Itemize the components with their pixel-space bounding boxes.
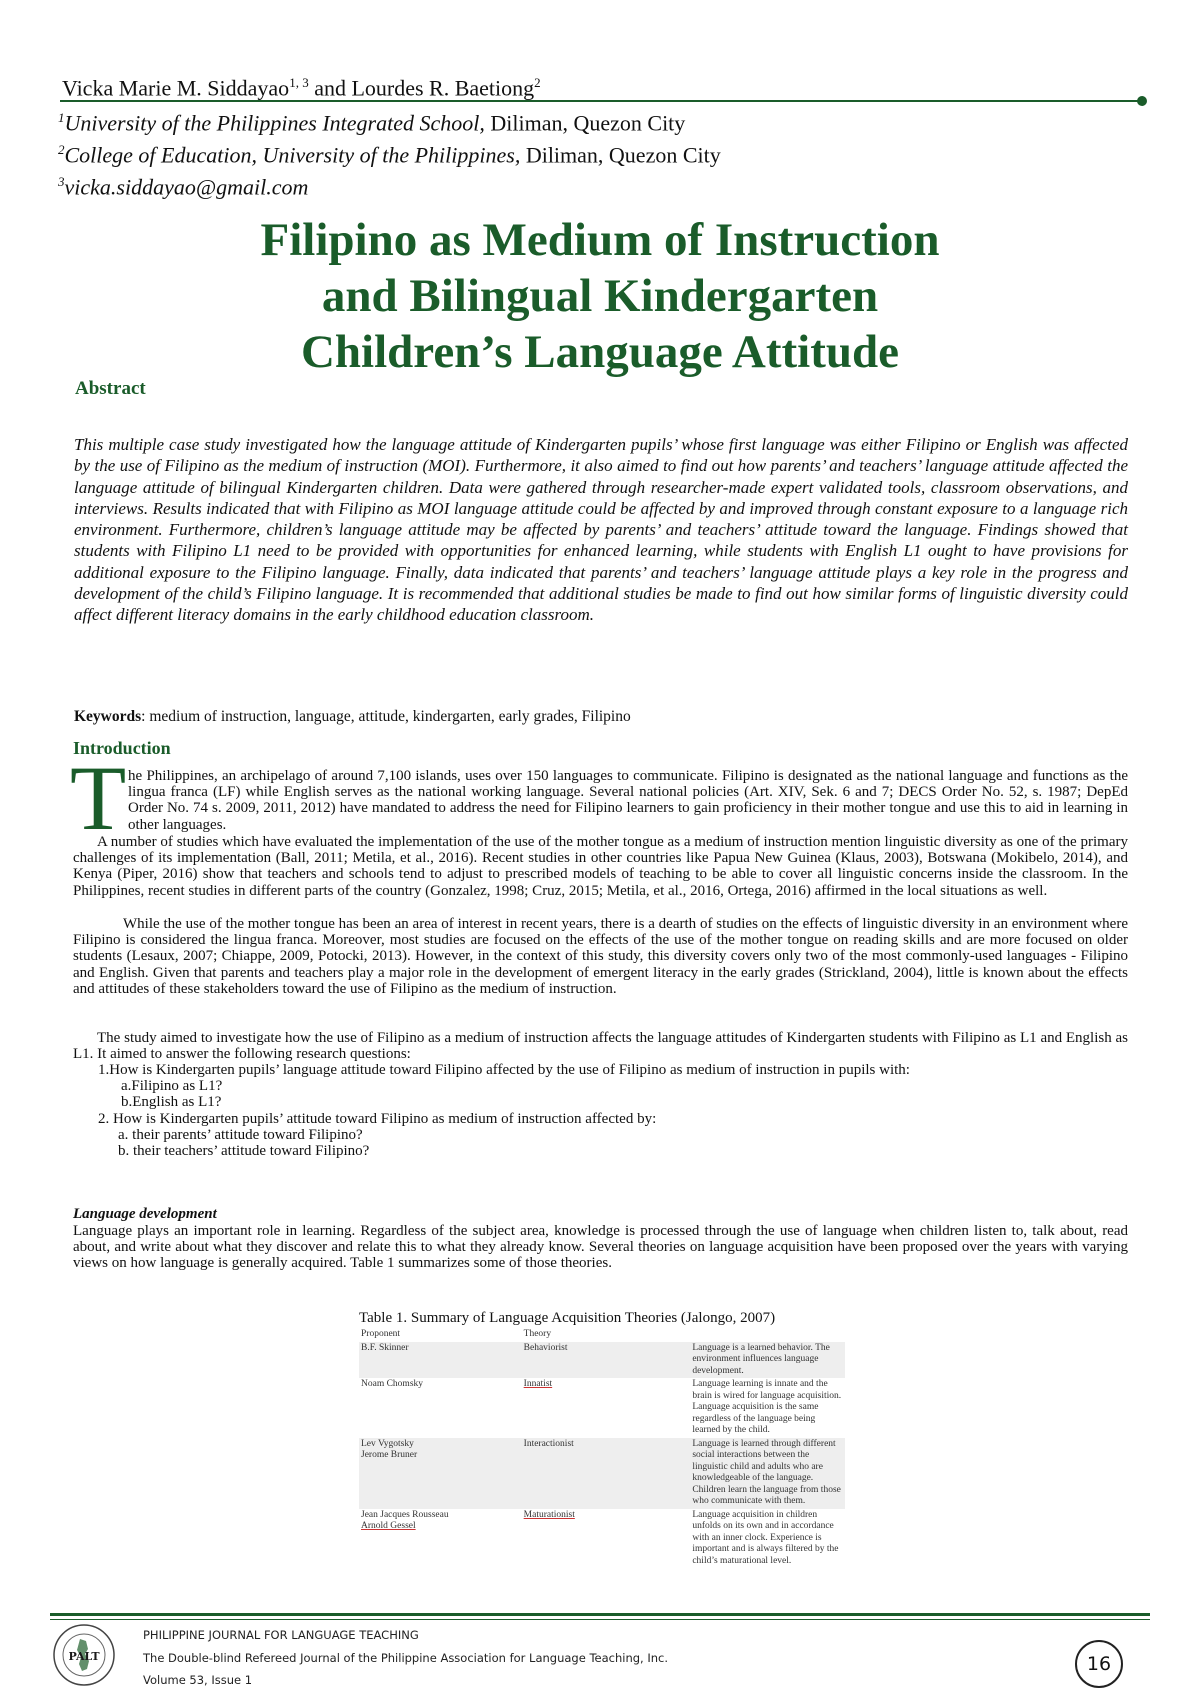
author-line xyxy=(62,70,541,101)
affiliation-2-sup: 2 xyxy=(58,142,65,157)
research-question-2b: b. their teachers’ attitude toward Filipino? xyxy=(118,1143,370,1159)
abstract-heading: Abstract xyxy=(75,378,146,399)
research-question-1a: a.Filipino as L1? xyxy=(121,1078,223,1094)
affiliation-3 xyxy=(58,168,308,201)
abstract-text: This multiple case study investigated how the language attitude of Kindergarten pupils’ whose first language was either Filipino or English was affected by the use of Filipino as the medium of instruction (MOI). Furthermore, it also aimed to find out how parents’ and teachers’ language attitude affected the language attitude of bilingual Kindergarten children. Data were gathered through researcher-made expert validated tools, classroom observations, and interviews. Results indicated that with Filipino as MOI language attitude could be affected by and improved through constant exposure to a language rich environment. Furthermore, children’s language attitude may be affected by parents’ and teachers’ attitude toward the language. Findings showed that students with Filipino L1 need to be provided with opportunities for enhanced learning, while students with English L1 ought to have provisions for additional exposure to the Filipino language. Finally, data indicated that parents’ and teachers’ language attitude plays a key role in the progress and development of the child’s Filipino language. It is recommended that additional studies be made to find out how similar forms of linguistic diversity could affect different literacy domains in the early childhood education classroom. xyxy=(74,435,1128,625)
theory-cell: Behaviorist xyxy=(523,1342,568,1353)
drop-cap: T xyxy=(70,747,127,849)
language-development-text: Language plays an important role in learning. Regardless of the subject area, knowledge is processed through the use of language when children listen to, talk about, read about, and write about what they discover and relate this to what they already know. Several theories on language acquisition have been proposed over the years with varying views on how language is generally acquired. Table 1 summarizes some of those theories. xyxy=(73,1223,1128,1272)
research-question-1b: b.English as L1? xyxy=(121,1094,222,1110)
affiliation-2-institution: College of Education, University of the Philippines, xyxy=(64,142,521,168)
research-question-1: 1.How is Kindergarten pupils’ language attitude toward Filipino affected by the use of Filipino as medium of instruction in pupils with: xyxy=(98,1062,910,1078)
author-2-sup: 2 xyxy=(534,75,541,90)
author-1: Vicka Marie M. Siddayao xyxy=(62,75,290,101)
header-rule-dot xyxy=(1137,96,1147,106)
affiliation-1-place: Diliman, Quezon City xyxy=(484,110,686,136)
theories-table xyxy=(359,1328,845,1568)
table-header-row xyxy=(359,1328,845,1342)
affiliation-1-sup: 1 xyxy=(58,110,65,125)
footer-journal-subtitle: The Double-blind Refereed Journal of the Philippine Association for Language Teaching, Inc. xyxy=(143,1651,669,1665)
table-caption: Table 1. Summary of Language Acquisition Theories (Jalongo, 2007) xyxy=(359,1310,776,1326)
header-rule xyxy=(60,100,1140,102)
introduction-heading: Introduction xyxy=(73,738,171,758)
intro-paragraph-3: While the use of the mother tongue has been an area of interest in recent years, there is a dearth of studies on the effects of linguistic diversity in an environment where Filipino is considered the lingua franca. Moreover, most studies are focused on the effects of the use of the mother tongue on reading skills and are more focused on older students (Lesaux, 2007; Chiappe, 2009, Potocki, 2013). However, in the context of this study, this diversity covers only two of the most commonly-used languages - Filipino and English. Given that parents and teachers play a major role in the development of emergent literacy in the early grades (Strickland, 2004), little is known about the effects and attitudes of these stakeholders toward the use of Filipino as the medium of instruction. xyxy=(73,916,1128,997)
footer-rule-thin xyxy=(50,1619,1150,1620)
title-line-3: Children’s Language Attitude xyxy=(300,326,900,378)
theory-cell: Innatist xyxy=(523,1379,553,1389)
paper-title xyxy=(150,212,1050,380)
intro-paragraph-4: The study aimed to investigate how the use of Filipino as a medium of instruction affects the language attitudes of Kindergarten students with Filipino as L1 and English as L1. It aimed to answer the following research questions: xyxy=(73,1030,1128,1063)
description-cell: Language learning is innate and the brain is wired for language acquisition. Language acquisition is the same regardless of the language being learned by the child. xyxy=(692,1379,842,1435)
keywords-label: Keywords xyxy=(74,708,142,725)
footer-volume: Volume 53, Issue 1 xyxy=(143,1673,253,1687)
table-row xyxy=(359,1342,845,1379)
intro-paragraph-2: A number of studies which have evaluated the implementation of the use of the mother tongue as a medium of instruction mention linguistic diversity as one of the primary challenges of its implementation (Ball, 2011; Metila, et al., 2016). Recent studies in other countries like Papua New Guinea (Klaus, 2003), Botswana (Mokibelo, 2014), and Kenya (Piper, 2016) show that teachers and schools tend to adjust to prescribed models of teaching to be able to cover all linguistic concerns inside the classroom. In the Philippines, recent studies in different parts of the country (Gonzalez, 1998; Cruz, 2015; Metila, et al., 2016, Ortega, 2016) affirmed in the local situations as well. xyxy=(73,834,1128,899)
description-cell: Language acquisition in children unfolds on its own and in accordance with an inner clock. Experience is important and is always filtered by the child’s maturational level. xyxy=(692,1509,839,1566)
table-row xyxy=(359,1438,845,1509)
palt-logo-text: PALT xyxy=(68,1650,100,1663)
language-development-heading: Language development xyxy=(73,1206,217,1222)
theory-cell: Interactionist xyxy=(523,1438,574,1449)
intro-paragraph-1: he Philippines, an archipelago of around 7,100 islands, uses over 150 languages to communicate. Filipino is designated as the national language and functions as the lingua franca (LF) while English serves as the national working language. Several national policies (Art. XIV, Sek. 6 and 7; DECS Order No. 52, s. 1987; DepEd Order No. 74 s. 2009, 2011, 2012) have mandated to address the need for Filipino learners to gain proficiency in their mother tongue and use this to aid in learning in other languages. xyxy=(128,768,1128,833)
palt-seal-icon xyxy=(52,1623,116,1687)
page-number: 16 xyxy=(1075,1640,1123,1688)
table-header-proponent: Proponent xyxy=(359,1328,522,1342)
table-row xyxy=(359,1378,845,1438)
proponent-cell: B.F. Skinner xyxy=(361,1342,409,1353)
table-header-theory: Theory xyxy=(522,1328,691,1342)
description-cell: Language is a learned behavior. The environment influences language development. xyxy=(692,1342,830,1376)
proponent-cell-2: Arnold Gessel xyxy=(361,1521,416,1531)
proponent-cell: Jean Jacques Rousseau xyxy=(361,1509,449,1520)
description-cell: Language is learned through different social interactions between the linguistic child and adults who are knowledgeable of the language. Children learn the language from those who communicate with them. xyxy=(692,1438,841,1506)
research-question-2a: a. their parents’ attitude toward Filipino? xyxy=(118,1127,363,1143)
author-1-sup: 1, 3 xyxy=(289,75,309,90)
affiliation-1 xyxy=(58,104,685,137)
title-line-2: and Bilingual Kindergarten xyxy=(321,270,879,322)
keywords-list: : medium of instruction, language, attitude, kindergarten, early grades, Filipino xyxy=(141,708,631,725)
theory-cell: Maturationist xyxy=(523,1509,575,1520)
proponent-cell-2: Jerome Bruner xyxy=(361,1450,418,1460)
table-row xyxy=(359,1509,845,1569)
research-question-2: 2. How is Kindergarten pupils’ attitude toward Filipino as medium of instruction affected by: xyxy=(98,1111,657,1127)
proponent-cell: Lev Vygotsky xyxy=(361,1438,414,1449)
keywords xyxy=(74,708,631,726)
affiliation-3-sup: 3 xyxy=(58,174,65,189)
title-line-1: Filipino as Medium of Instruction xyxy=(260,214,940,266)
proponent-cell: Noam Chomsky xyxy=(361,1379,424,1389)
author-email: vicka.siddayao@gmail.com xyxy=(64,174,309,200)
affiliation-2-place: Diliman, Quezon City xyxy=(520,142,721,168)
affiliation-2 xyxy=(58,136,721,169)
footer-rule xyxy=(50,1613,1150,1616)
author-2: and Lourdes R. Baetiong xyxy=(308,75,535,101)
affiliation-1-institution: University of the Philippines Integrated School, xyxy=(64,110,485,136)
footer-journal-name: PHILIPPINE JOURNAL FOR LANGUAGE TEACHING xyxy=(143,1628,419,1642)
